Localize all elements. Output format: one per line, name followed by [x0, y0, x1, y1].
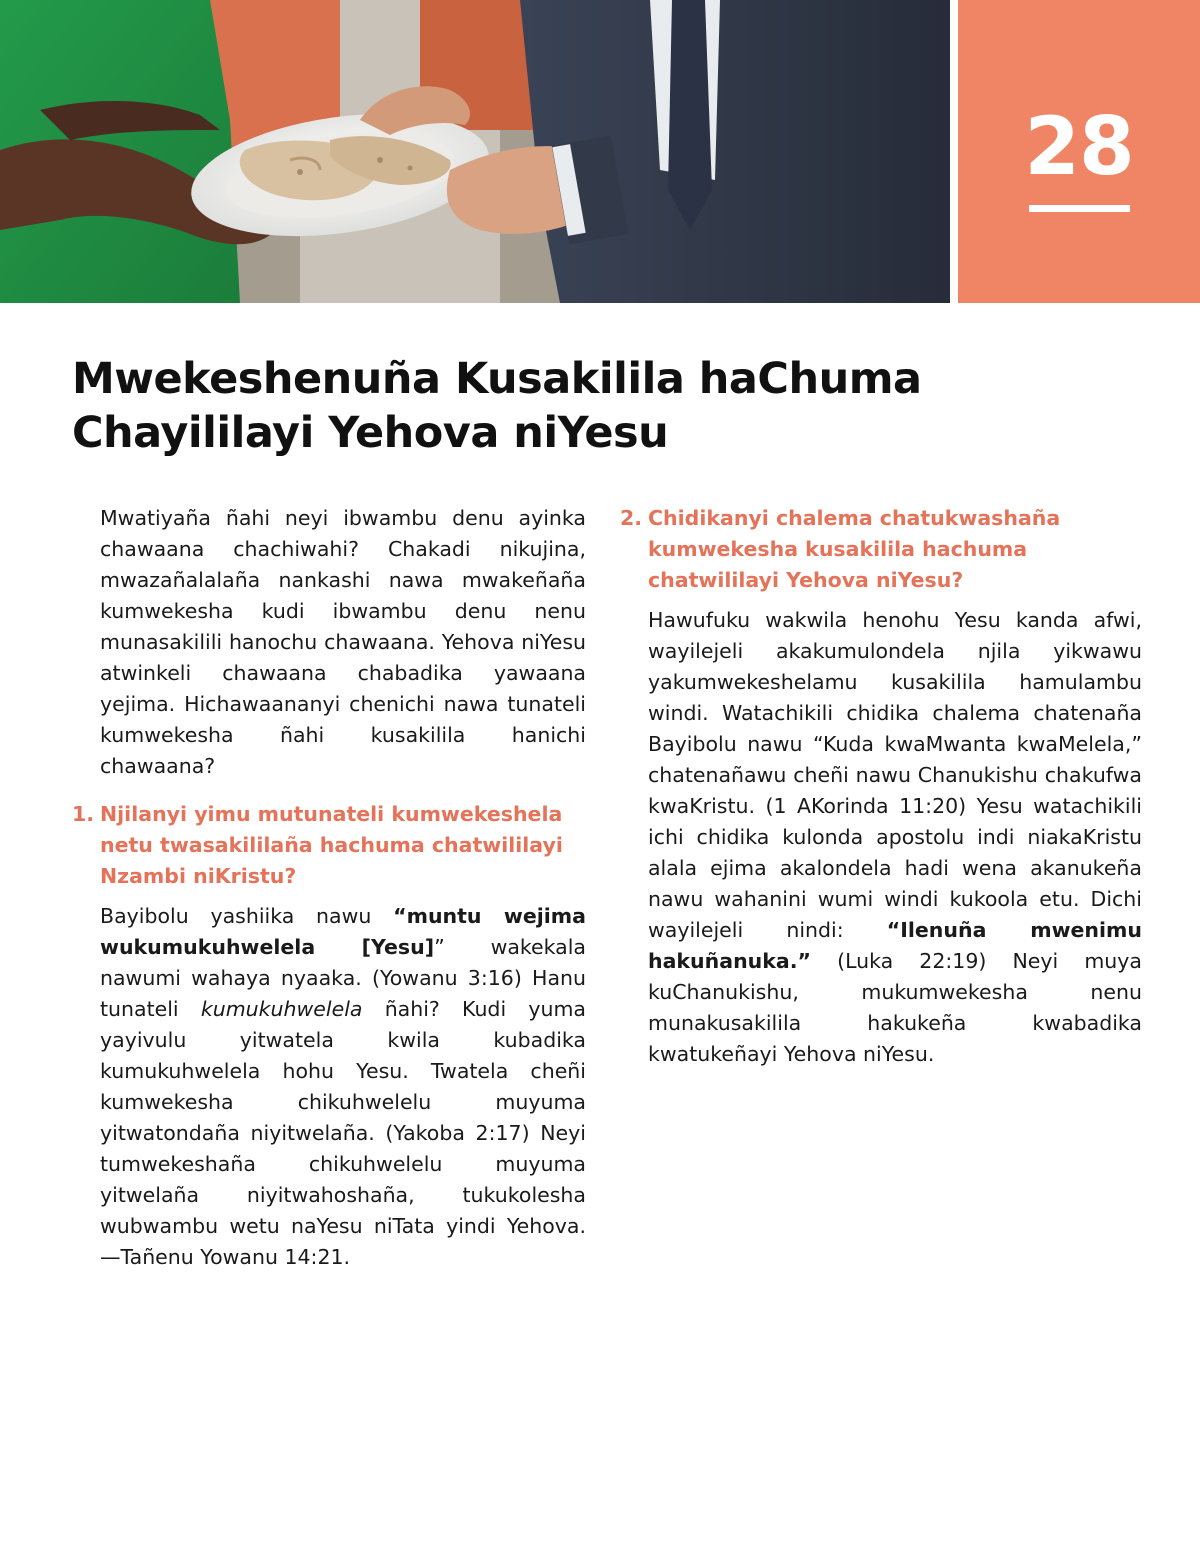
answer-1-text-3: ñahi? Kudi yuma yayivulu yitwatela kwila kubadika kumukuhwelela hohu Yesu. Twatela cheñi kumwekesha chikuhwelelu muyuma yitwatondaña niyitwelaña. (Yakoba 2:17) Neyi tumwekeshaña chikuhwelelu muyuma yitwelaña niyitwahoshaña, tukukolesha wubwambu wetu naYesu niTata yindi Yehova. —Tañenu Yowanu 14:21.: [100, 997, 586, 1269]
answer-2-bold-1: “Ilenuña mwenimu hakuñanuka.”: [648, 918, 1142, 973]
page-title: [72, 352, 952, 460]
page-title-line2: Chayililayi Yehova niYesu: [72, 408, 669, 458]
question-2-text: Chidikanyi chalema chatukwashaña kumwekesha kusakilila hachuma chatwililayi Yehova niYesu?: [648, 506, 1061, 592]
answer-1-text-2: ” wakekala nawumi wahaya nyaaka. (Yowanu 3:16) Hanu tunateli: [100, 935, 586, 1021]
question-1-text: Njilanyi yimu mutunateli kumwekeshela netu twasakililaña hachuma chatwililayi Nzambi niKristu?: [100, 802, 563, 888]
hero-photo: [0, 0, 950, 303]
communion-bread-plate-photo-icon: [0, 0, 950, 303]
page-title-line1: Mwekeshenuña Kusakilila haChuma: [72, 354, 922, 404]
lesson-number: 28: [1024, 100, 1134, 193]
question-1-number: 1.: [72, 802, 95, 826]
answer-2-paragraph: [620, 605, 1142, 1070]
answer-1-italic-1: kumukuhwelela: [200, 997, 363, 1021]
intro-paragraph: Mwatiyaña ñahi neyi ibwambu denu ayinka chawaana chachiwahi? Chakadi nikujina, mwazañalalaña nankashi nawa mwakeñaña kumwekesha kudi ibwambu denu nenu munasakilili hanochu chawaana. Yehova niYesu atwinkeli chawaana chabadika yawaana yejima. Hichawaananyi chenichi nawa tunateli kumwekesha ñahi kusakilila hanichi chawaana?: [100, 506, 586, 778]
left-column: [72, 503, 586, 1273]
lesson-number-underline: [1029, 205, 1130, 212]
question-2-number: 2.: [620, 506, 643, 530]
right-column: [620, 503, 1142, 1070]
question-2: [620, 503, 1142, 596]
lesson-number-box: [958, 0, 1200, 303]
answer-2-text-2: (Luka 22:19) Neyi muya kuChanukishu, mukumwekesha nenu munakusakilila hakukeña kwabadika kwatukeñayi Yehova niYesu.: [648, 949, 1142, 1066]
question-1: [72, 799, 586, 892]
answer-1-text-1: Bayibolu yashiika nawu: [100, 904, 394, 928]
answer-1-bold-1: “muntu wejima wukumukuhwelela [Yesu]: [100, 904, 586, 959]
answer-2-text-1: Hawufuku wakwila henohu Yesu kanda afwi, wayilejeli akakumulondela njila yikwawu yakumwekeshelamu kusakilila hamulambu windi. Watachikili chidika chalema chatenaña Bayibolu nawu “Kuda kwaMwanta kwaMelela,” chatenañawu cheñi nawu Chanukishu chakufwa kwaKristu. (1 AKorinda 11:20) Yesu watachikili ichi chidika kulonda apostolu indi niakaKristu alala ejima akalondela hadi wena akanukeña nawu wahanini wumi windi kukoola etu. Dichi wayilejeli nindi:: [648, 608, 1142, 942]
answer-1-paragraph: [72, 901, 586, 1273]
